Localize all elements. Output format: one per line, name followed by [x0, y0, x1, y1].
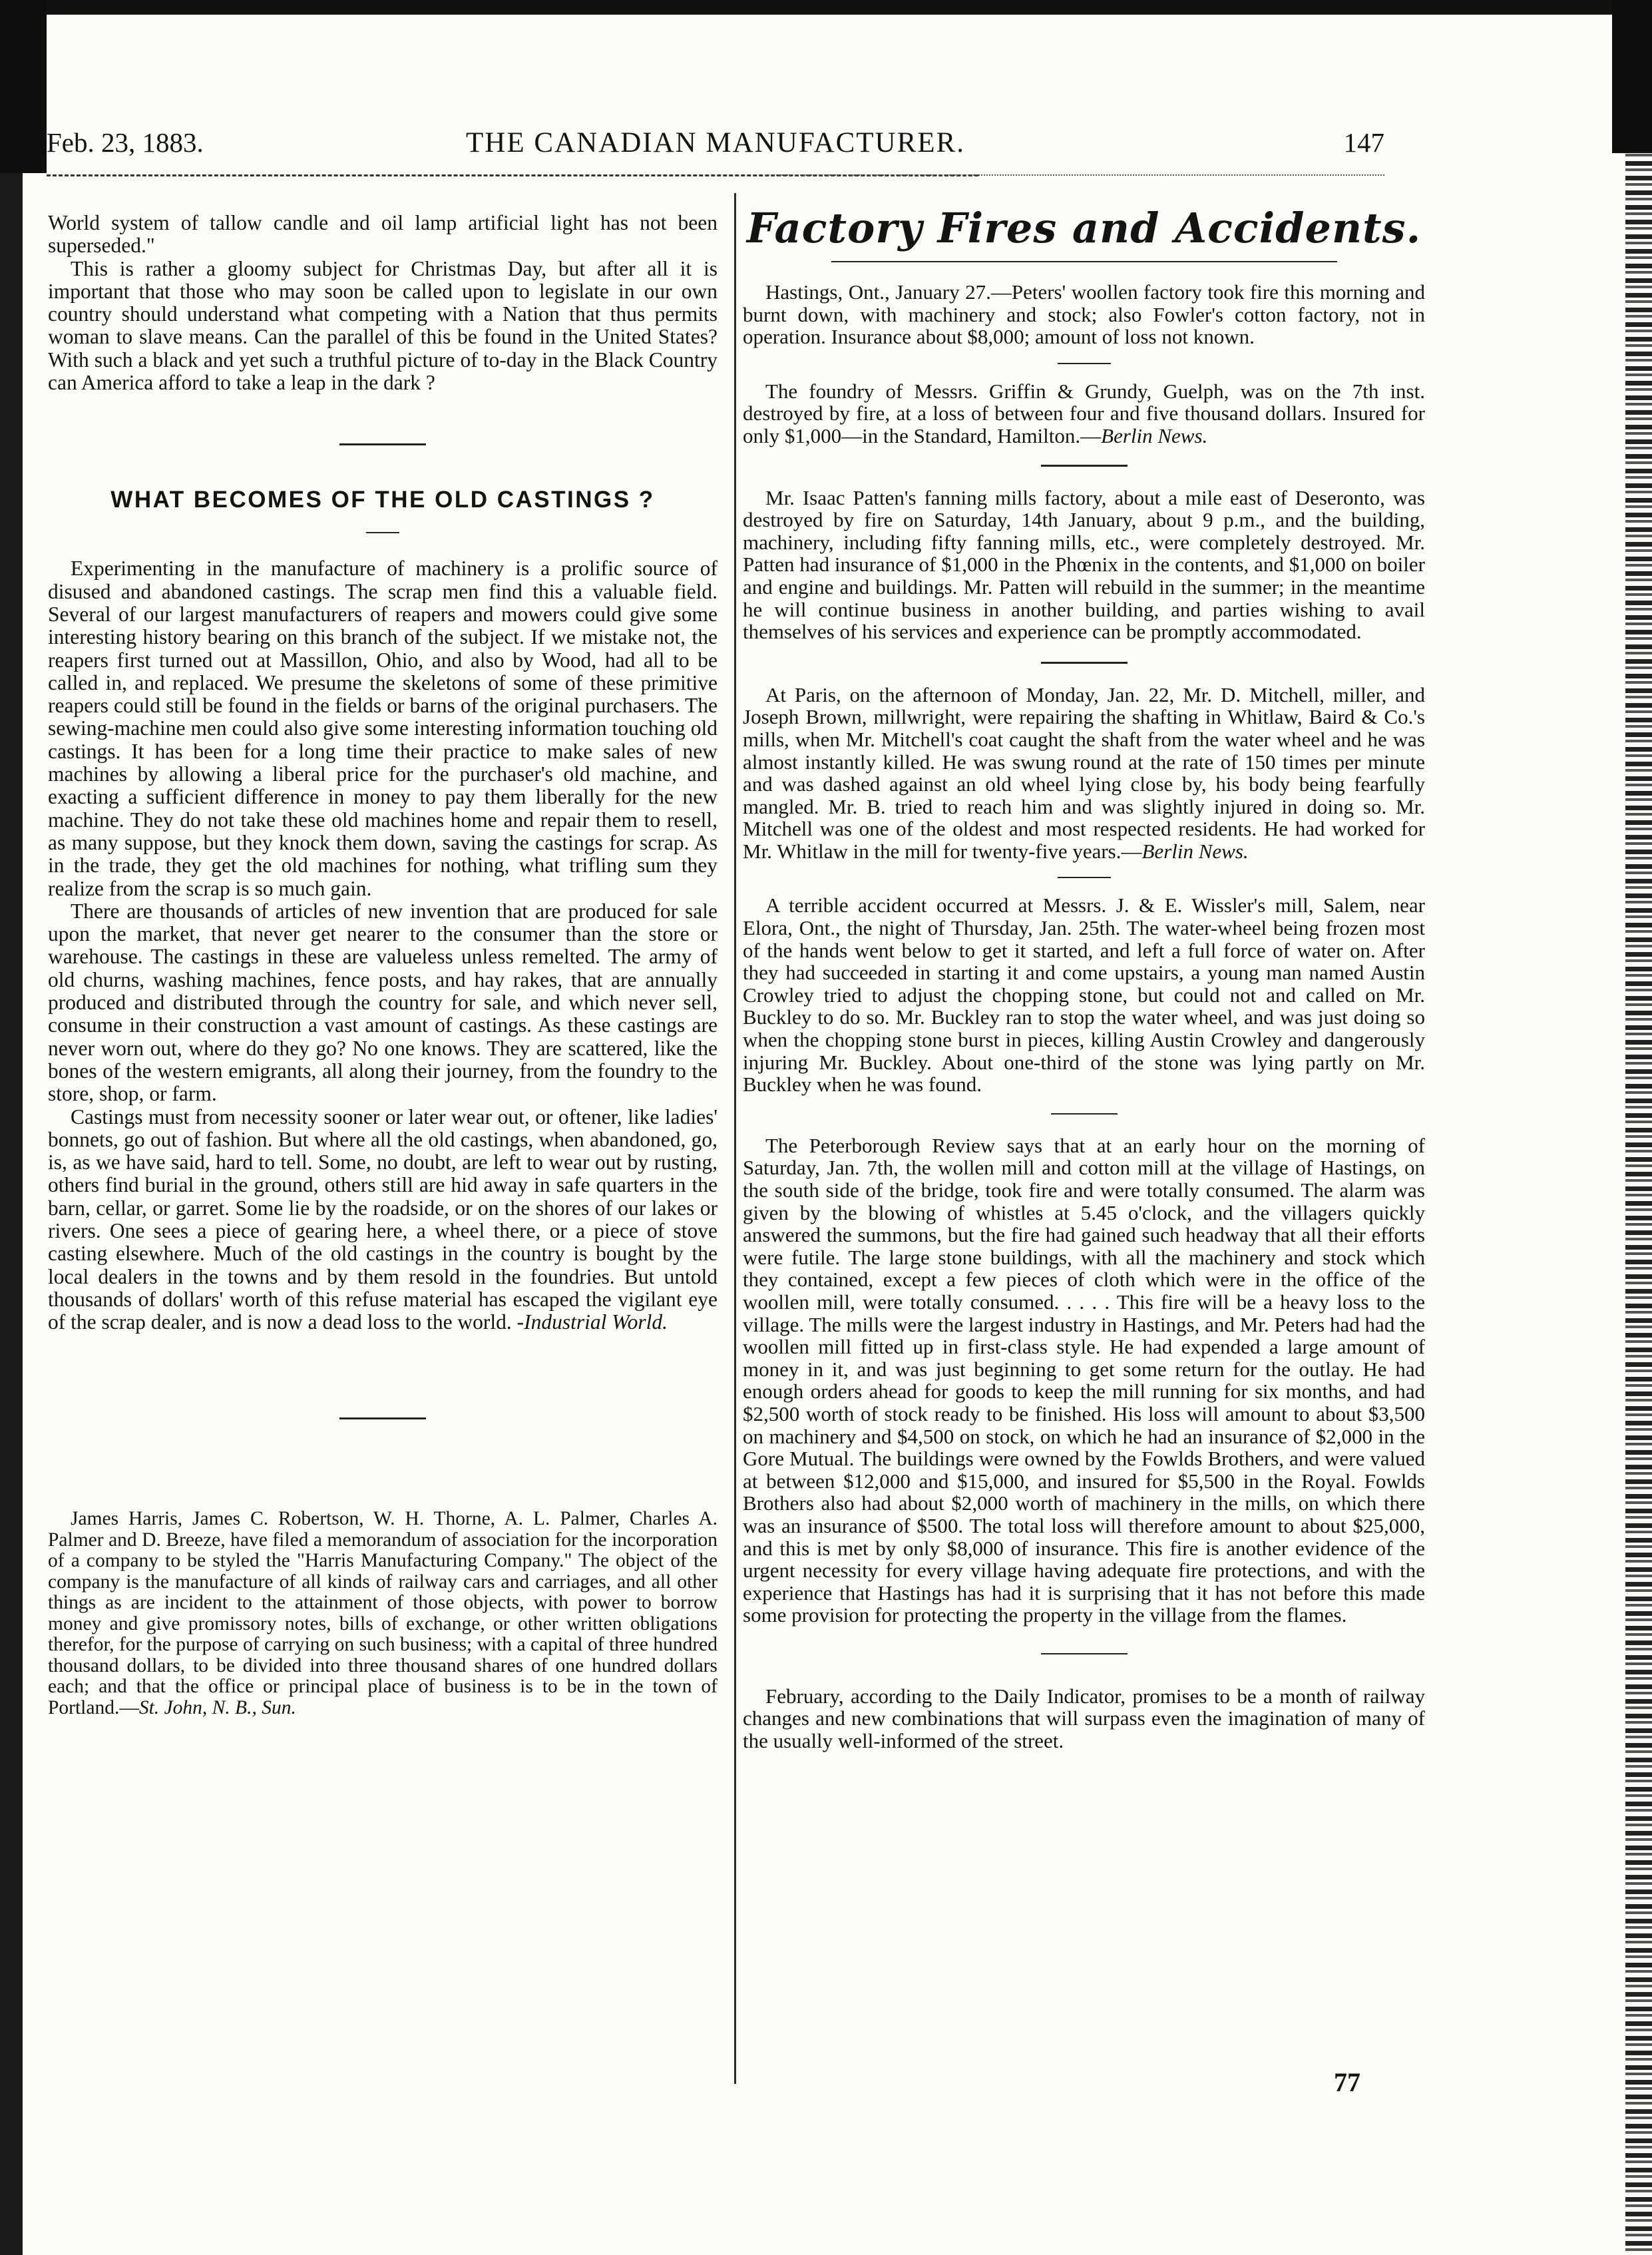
- intro-paragraph: This is rather a gloomy subject for Christmas Day, but after all it is important that those who may soon be called upon to legislate in our own country should understand what competing with a Nation that thus permits woman to slave means. Can the parallel of this be found in the United States? With such a black and yet such a truthful picture of to-day in the Black Country can America afford to take a leap in the dark ?: [48, 256, 718, 395]
- scan-left-corner: [0, 0, 47, 173]
- news-item: A terrible accident occurred at Messrs. J. & E. Wissler's mill, Salem, near Elora, Ont., the night of Thursday, Jan. 25th. The water-wheel being frozen most of the hands went below to get it started, and left a full force of water on. After they had succeeded in starting it and come upstairs, a young man named Austin Crowley tried to adjust the chopping stone, but could not and called on Mr. Buckley to do so. Mr. Buckley ran to stop the water wheel, and was just doing so when the chopping stone burst in pieces, killing Austin Crowley and dangerously injuring Mr. Buckley. About one-third of the stone was lying partly on Mr. Buckley when he was found.: [743, 893, 1425, 1097]
- right-column: [743, 185, 1425, 1752]
- news-item: [743, 380, 1425, 447]
- notice-source: St. John, N. B., Sun.: [138, 1696, 296, 1718]
- news-item-text: At Paris, on the afternoon of Monday, Jan. 22, Mr. D. Mitchell, miller, and Joseph Brown, millwright, were repairing the shafting in Whitlaw, Baird & Co.'s mills, when Mr. Mitchell's coat caught the shaft from the water wheel and he was almost instantly killed. He was swung round at the rate of 150 times per minute and was dashed against an old wheel lying close by, his body being fearfully mangled. Mr. B. tried to reach him and was slightly injured in doing so. Mr. Mitchell was one of the oldest and most respected residents. He had worked for Mr. Whitlaw in the mill for twenty-five years.—: [743, 682, 1425, 863]
- scan-right-edge: [1625, 0, 1652, 2255]
- item-rule: [1058, 877, 1111, 878]
- article-paragraph-text: Castings must from necessity sooner or later wear out, or oftener, like ladies' bonnets, go out of fashion. But where all the old castings, when abandoned, go, is, as we have said, hard to tell. Some, no doubt, are left to wear out by rusting, others find burial in the ground, others still are hid away in safe quarters in the barn, cellar, or garret. Some lie by the roadside, or on the shores of our lakes or rivers. One sees a piece of gearing here, a wheel there, or a piece of stove casting elsewhere. Much of the old castings in the country is bought by the local dealers in the towns and by them resold in the foundries. But untold thousands of dollars' worth of this refuse material has escaped the vigilant eye of the scrap dealer, and is now a dead loss to the world.: [48, 1105, 718, 1334]
- section-heading: Factory Fires and Accidents.: [746, 204, 1422, 252]
- header-page-number: 147: [1343, 127, 1384, 158]
- scan-top-edge: [0, 0, 1652, 15]
- left-column: [48, 185, 718, 1718]
- sheet-number: 77: [1334, 2067, 1360, 2097]
- header-date: Feb. 23, 1883.: [47, 127, 204, 158]
- item-rule: [1058, 363, 1111, 364]
- news-item: [743, 684, 1425, 863]
- notice-paragraph: James Harris, James C. Robertson, W. H. Thorne, A. L. Palmer, Charles A. Palmer and D. Breeze, have filed a memorandum of association for the incorporation of a company to be styled the "Harris Manufacturing Company." The object of the company is the manufacture of all kinds of railway cars and carriages, and all other things as are incident to the attainment of those objects, with power to borrow money and give promissory notes, bills of exchange, or other written obligations therefor, for the purpose of carrying on such business; with a capital of three hundred thousand dollars, to be divided into three thousand shares of one hundred dollars each; and that the office or principal place of business is to be in the town of Portland.—St. John, N. B., Sun.: [48, 1508, 718, 1718]
- news-item-source: Berlin News.: [1141, 839, 1249, 863]
- news-item: Hastings, Ont., January 27.—Peters' woollen factory took fire this morning and burnt down, with machinery and stock; also Fowler's cotton factory, not in operation. Insurance about $8,000; amount of loss not known.: [743, 280, 1425, 349]
- heading-rule: [831, 261, 1337, 262]
- intro-paragraph: World system of tallow candle and oil lamp artificial light has not been superseded.": [48, 211, 718, 258]
- article-paragraph: There are thousands of articles of new invention that are produced for sale upon the market, that never get nearer to the consumer than the store or warehouse. The castings in these are valueless unless remelted. The army of old churns, washing machines, fence posts, and hay rakes, that are annually produced and distributed through the country for sale, and which never sell, consume in their construction a vast amount of castings. As these castings are never worn out, where do they go? No one knows. They are scattered, like the bones of the western emigrants, all along their journey, from the foundry to the store, shop, or farm.: [48, 899, 718, 1106]
- separator-rule: [339, 443, 426, 445]
- notice-text: James Harris, James C. Robertson, W. H. Thorne, A. L. Palmer, Charles A. Palmer and D. Breeze, have filed a memorandum of association for the incorporation of a company to be styled the "Harris Manufacturing Company." The object of the company is the manufacture of all kinds of railway cars and carriages, and all other things as are incident to the attainment of those objects, with power to borrow money and give promissory notes, bills of exchange, or other written obligations therefor, for the purpose of carrying on such business; with a capital of three hundred thousand dollars, to be divided into three thousand shares of one hundred dollars each; and that the office or principal place of business is to be in the town of Portland.: [48, 1508, 718, 1718]
- article-paragraph: Castings must from necessity sooner or later wear out, or oftener, like ladies' bonnets, go out of fashion. But where all the old castings, when abandoned, go, is, as we have said, hard to tell. Some, no doubt, are left to wear out by rusting, others find burial in the ground, others still are hid away in safe quarters in the barn, cellar, or garret. Some lie by the roadside, or on the shores of our lakes or rivers. One sees a piece of gearing here, a wheel there, or a piece of stove casting elsewhere. Much of the old castings in the country is bought by the local dealers in the towns and by them resold in the foundries. But untold thousands of dollars' worth of this refuse material has escaped the vigilant eye of the scrap dealer, and is now a dead loss to the world. -Industrial World.: [48, 1105, 718, 1334]
- article-title: WHAT BECOMES OF THE OLD CASTINGS ?: [110, 487, 655, 513]
- header-title: THE CANADIAN MANUFACTURER.: [466, 127, 965, 158]
- title-rule: [366, 532, 399, 533]
- separator-rule: [339, 1417, 426, 1419]
- article-source: Industrial World.: [524, 1310, 668, 1334]
- article-paragraph: Experimenting in the manufacture of machinery is a prolific source of disused and abandoned castings. The scrap men find this a valuable field. Several of our largest manufacturers of reapers and mowers could give some interesting history bearing on this branch of the subject. If we mistake not, the reapers first turned out at Massillon, Ohio, and also by Wood, had all to be called in, and replaced. We presume the skeletons of some of these primitive reapers could still be found in the fields or barns of the original purchasers. The sewing-machine men could also give some interesting information touching old castings. It has been for a long time their practice to make sales of new machines by allowing a liberal price for the purchaser's old machine, and exacting a sufficient difference in money to pay them liberally for the new machine. They do not take these old machines home and repair them to resell, as many suppose, but they knock them down, saving the castings for scrap. As in the trade, they get the old machines for nothing, what trifling sum they realize from the scrap is so much gain.: [48, 557, 718, 900]
- news-item: The Peterborough Review says that at an early hour on the morning of Saturday, Jan. 7th, the wollen mill and cotton mill at the village of Hastings, on the south side of the bridge, took fire and were totally consumed. The alarm was given by the blowing of whistles at 5.45 o'clock, and the villagers quickly answered the summons, but the fire had gained such headway that all their efforts were futile. The large stone buildings, with all the machinery and stock which they contained, except a few pieces of cloth which were in the office of the woollen mill, were totally consumed. . . . . This fire will be a heavy loss to the village. The mills were the largest industry in Hastings, and Mr. Peters had had the woollen mill fitted up in first-class style. He had expended a large amount of money in it, and was just beginning to get some return for the outlay. He had enough orders ahead for goods to keep the mill running for six months, and had $2,500 worth of stock ready to be finished. His loss will amount to about $3,500 on machinery and $4,500 on stock, on which he had an insurance of $2,000 in the Gore Mutual. The buildings were owned by the Fowlds Brothers, and were valued at between $12,000 and $15,000, and insured for $5,500 in the Royal. Fowlds Brothers also had about $2,000 worth of machinery in the mills, on which there was an insurance of $500. The total loss will therefore amount to about $25,000, and this is met by only $8,000 of insurance. This fire is another evidence of the urgent necessity for every village having adequate fire protections, and with the experience that Hastings has had it is surprising that it has not before this made some provision for protecting the property in the village from the flames.: [743, 1133, 1425, 1627]
- item-rule: [1041, 465, 1128, 467]
- header-rule-right: [765, 174, 1384, 176]
- news-item: February, according to the Daily Indicator, promises to be a month of railway changes and new combinations that will surpass even the imagination of many of the usually well-informed of the street.: [743, 1684, 1425, 1753]
- news-item-source: Berlin News.: [1101, 423, 1208, 447]
- scan-left-edge: [0, 0, 23, 2255]
- column-divider: [734, 193, 736, 2084]
- item-rule: [1041, 1653, 1128, 1654]
- news-item-text: The foundry of Messrs. Griffin & Grundy, Guelph, was on the 7th inst. destroyed by fire, at a loss of between four and five thousand dollars. Insured for only $1,000—in the Standard, Hamilton.—: [743, 379, 1425, 447]
- item-rule: [1051, 1113, 1118, 1115]
- news-item: Mr. Isaac Patten's fanning mills factory, about a mile east of Deseronto, was destroyed by fire on Saturday, 14th January, about 9 p.m., and the building, machinery, including fifty fanning mills, etc., were completely destroyed. Mr. Patten had insurance of $1,000 in the Phœnix in the contents, and $1,000 on boiler and engine and buildings. Mr. Patten will rebuild in the summer; in the meantime he will continue business in another building, and parties wishing to avail themselves of his services and experience can be promptly accommodated.: [743, 485, 1425, 644]
- item-rule: [1041, 662, 1128, 664]
- scan-right-corner: [1612, 0, 1652, 153]
- page-header: [47, 126, 1384, 173]
